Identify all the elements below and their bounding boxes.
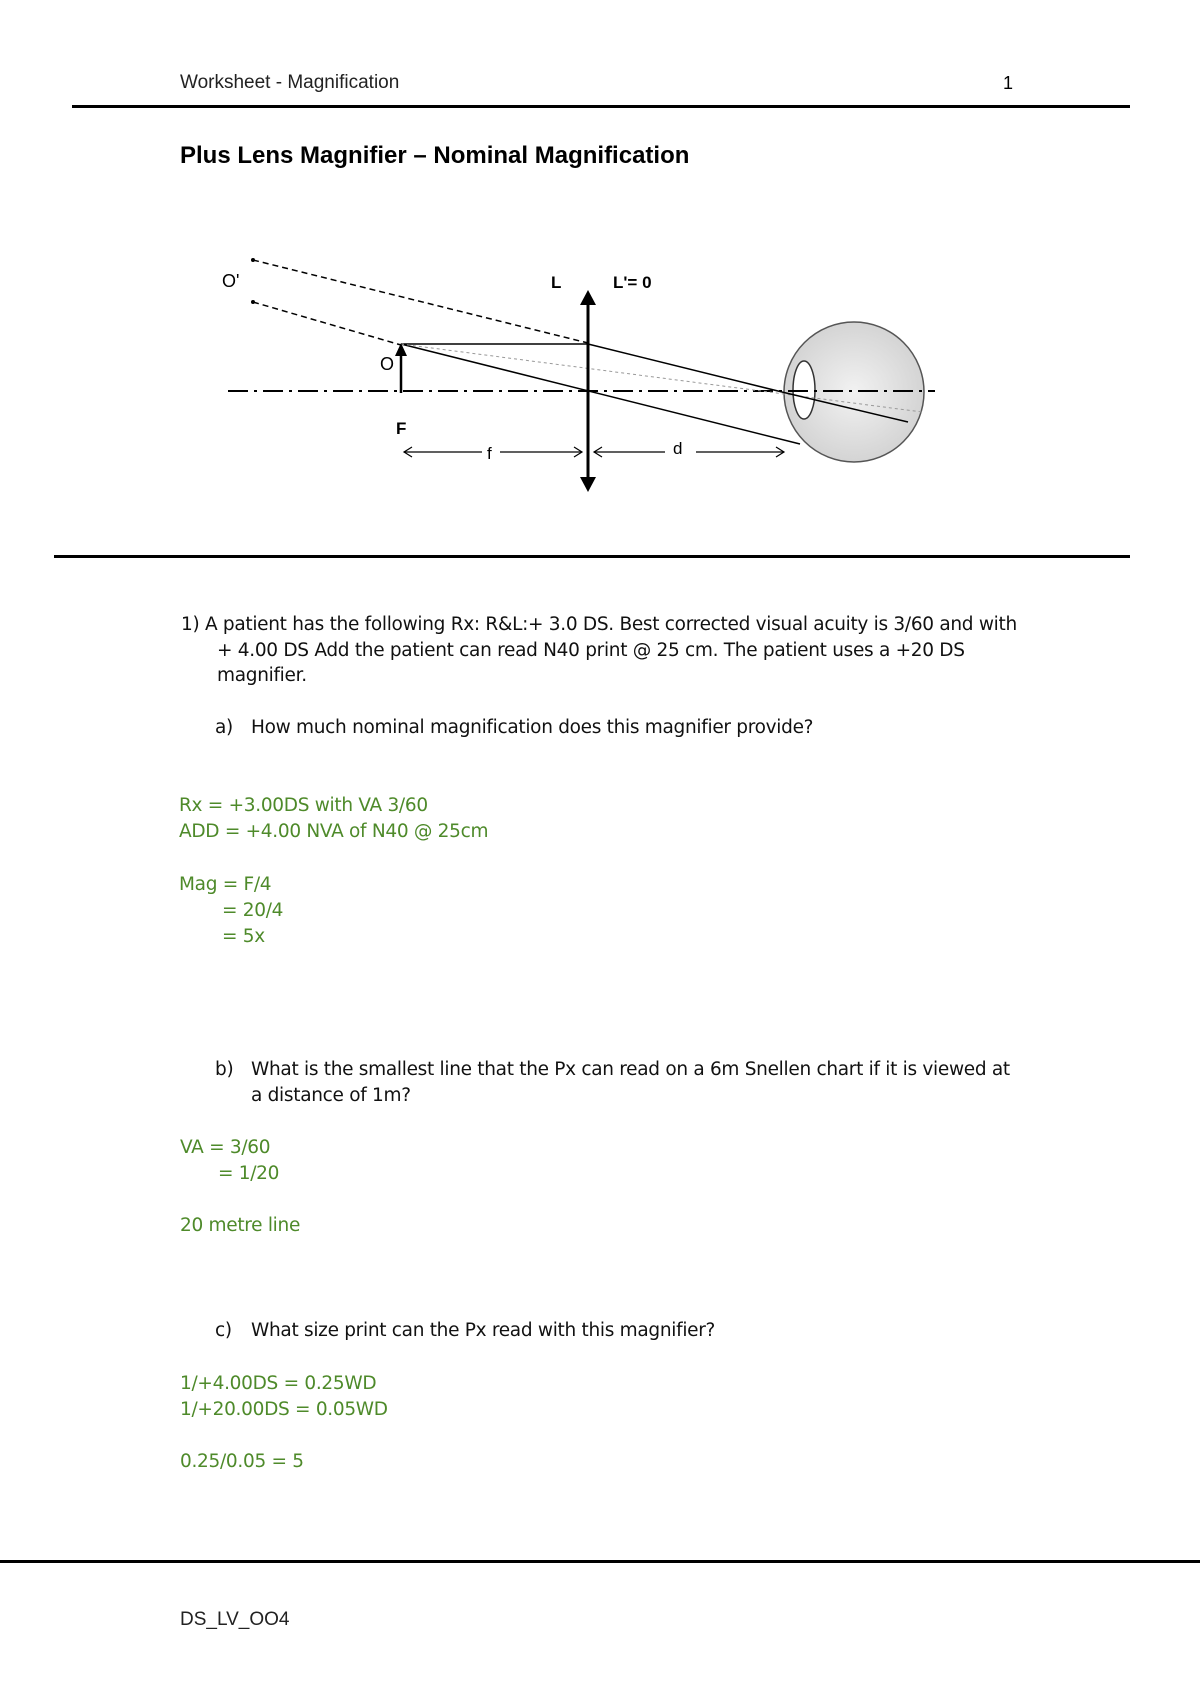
page-number: 1 — [1003, 73, 1014, 93]
part-a-answer-5: = 5x — [222, 926, 265, 947]
ray-through-focus — [588, 344, 782, 392]
label-f-distance: f — [487, 444, 492, 463]
part-a-letter: a) — [215, 717, 233, 738]
part-b-answer-1: VA = 3/60 — [180, 1137, 271, 1158]
part-b-question-line-2: a distance of 1m? — [251, 1085, 411, 1106]
part-c-question: What size print can the Px read with this magnifier? — [251, 1320, 716, 1341]
part-c-answer-1: 1/+4.00DS = 0.25WD — [180, 1373, 377, 1394]
virtual-ray-upper — [253, 260, 588, 343]
question-1-line-2: + 4.00 DS Add the patient can read N40 print @ 25 cm. The patient uses a +20 DS — [217, 640, 965, 661]
label-lens: L — [551, 273, 562, 292]
part-a-answer-4: = 20/4 — [222, 900, 284, 921]
section-rule — [54, 555, 1130, 558]
label-o-prime: O' — [222, 271, 240, 291]
part-a-answer-2: ADD = +4.00 NVA of N40 @ 25cm — [179, 821, 489, 842]
footer-code: DS_LV_OO4 — [180, 1609, 290, 1630]
part-a-answer-3: Mag = F/4 — [179, 874, 272, 895]
optics-diagram — [0, 0, 1200, 520]
part-a-question: How much nominal magnification does this magnifier provide? — [251, 717, 814, 738]
virtual-ray-lower — [253, 302, 401, 345]
part-b-answer-3: 20 metre line — [180, 1215, 301, 1236]
part-c-answer-2: 1/+20.00DS = 0.05WD — [180, 1399, 388, 1420]
part-c-answer-3: 0.25/0.05 = 5 — [180, 1451, 304, 1472]
label-d-distance: d — [673, 439, 683, 458]
part-c-letter: c) — [215, 1320, 232, 1341]
question-1-line-1: 1) A patient has the following Rx: R&L:+ 3.0 DS. Best corrected visual acuity is 3/60 and with — [181, 614, 1017, 635]
label-o: O — [380, 354, 395, 374]
label-l-prime: L'= 0 — [613, 273, 652, 292]
header-title: Worksheet - Magnification — [180, 72, 400, 93]
footer-rule — [0, 1560, 1200, 1563]
part-a-answer-1: Rx = +3.00DS with VA 3/60 — [179, 795, 428, 816]
part-b-question-line-1: What is the smallest line that the Px can read on a 6m Snellen chart if it is viewed at — [251, 1059, 1010, 1080]
section-title: Plus Lens Magnifier – Nominal Magnification — [180, 142, 690, 169]
label-f-point: F — [396, 419, 407, 438]
question-1-line-3: magnifier. — [217, 665, 307, 686]
ray-chief — [401, 344, 800, 444]
part-b-letter: b) — [215, 1059, 234, 1080]
part-b-answer-2: = 1/20 — [218, 1163, 280, 1184]
